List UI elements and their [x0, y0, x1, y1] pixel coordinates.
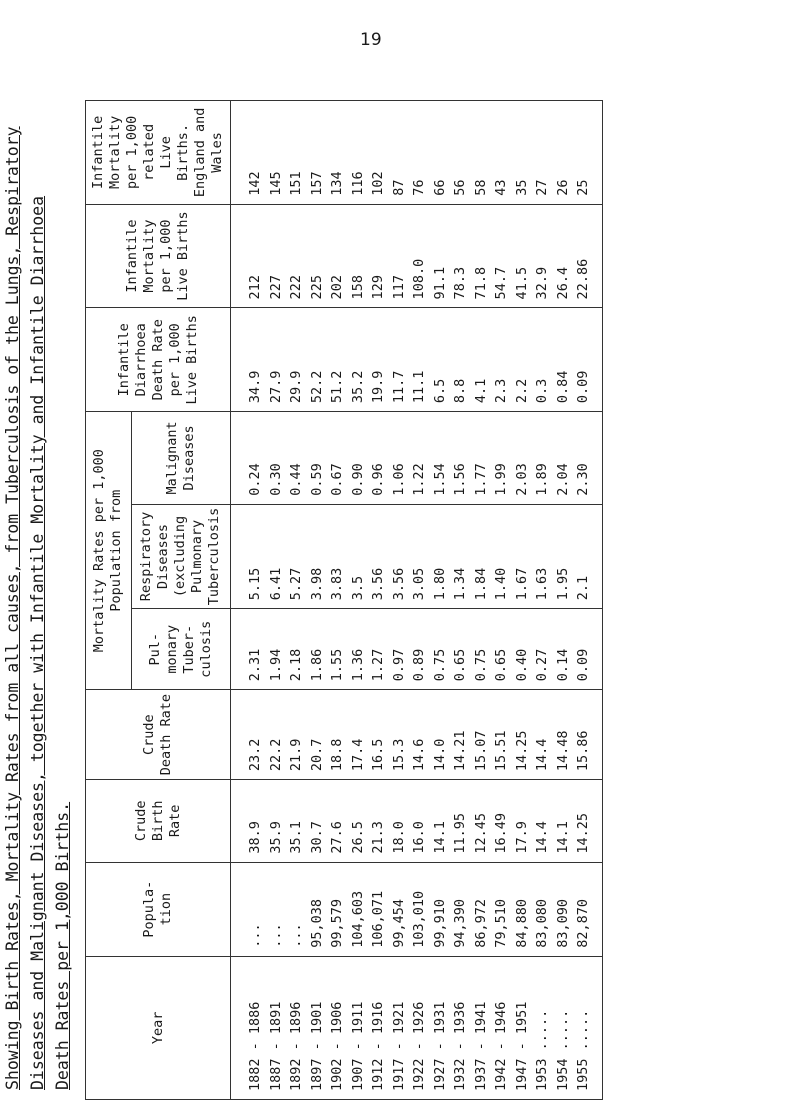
table-cell-infantile-mortality-ew: 157	[308, 171, 325, 196]
table-cell-infantile-diarrhoea: 0.84	[554, 370, 571, 404]
table-cell-birth-rate: 38.9	[247, 821, 263, 854]
table-cell-population: 83,090	[554, 898, 571, 948]
table-cell-infantile-mortality: 32.9	[534, 266, 550, 300]
table-cell-respiratory: 3.05	[411, 567, 427, 601]
table-cell-birth-rate: 27.6	[329, 821, 345, 854]
table-cell-infantile-diarrhoea: 19.9	[370, 370, 386, 404]
column-pulmonary-tb	[231, 609, 603, 690]
table-cell-population: 94,390	[452, 898, 468, 948]
table-cell-birth-rate: 12.45	[472, 812, 489, 854]
column-respiratory	[231, 504, 603, 609]
column-infantile-mortality	[231, 204, 603, 308]
table-cell-death-rate: 14.6	[411, 738, 427, 772]
table-cell-year: 1907 - 1911	[349, 1001, 366, 1091]
table-cell-infantile-mortality: 78.3	[452, 266, 468, 300]
table-cell-malignant: 1.54	[431, 463, 448, 496]
table-cell-pulmonary-tb: 1.27	[370, 648, 386, 682]
table-cell-infantile-mortality-ew: 134	[329, 171, 345, 196]
table-cell-population: 86,972	[472, 898, 489, 948]
table-cell-pulmonary-tb: 0.89	[411, 648, 427, 682]
table-cell-infantile-mortality-ew: 116	[349, 171, 366, 196]
table-cell-pulmonary-tb: 0.75	[472, 648, 489, 682]
table-cell-malignant: 1.89	[534, 463, 550, 496]
table-cell-pulmonary-tb: 2.18	[288, 648, 304, 682]
table-cell-malignant: 2.30	[575, 463, 591, 496]
table-cell-infantile-diarrhoea: 6.5	[431, 378, 448, 404]
table-cell-death-rate: 21.9	[288, 738, 304, 772]
header-population: Popula- tion	[86, 862, 231, 956]
table-cell-year: 1912 - 1916	[370, 1001, 386, 1091]
table-cell-infantile-mortality-ew: 76	[411, 179, 427, 196]
table-cell-respiratory: 5.27	[288, 567, 304, 601]
table-cell-respiratory: 3.83	[329, 567, 345, 601]
table-cell-respiratory: 3.5	[349, 575, 366, 601]
table-cell-death-rate: 15.86	[575, 730, 591, 772]
table-cell-year: 1932 - 1936	[452, 1001, 468, 1091]
table-cell-infantile-mortality: 129	[370, 275, 386, 300]
header-respiratory: Respiratory Diseases (excluding Pulmonary Tuberculosis	[131, 504, 231, 609]
table-cell-respiratory: 1.63	[534, 567, 550, 601]
table-cell-death-rate: 17.4	[349, 738, 366, 772]
mortality-table	[85, 100, 603, 1100]
table-cell-pulmonary-tb: 0.09	[575, 648, 591, 682]
table-cell-malignant: 0.30	[267, 463, 284, 496]
table-cell-birth-rate: 14.1	[431, 821, 448, 854]
column-death-rate	[231, 690, 603, 780]
table-cell-infantile-diarrhoea: 0.3	[534, 378, 550, 404]
table-cell-birth-rate: 35.1	[288, 821, 304, 854]
table-cell-malignant: 0.44	[288, 463, 304, 496]
table-cell-population: 84,880	[513, 898, 530, 948]
table-cell-birth-rate: 16.49	[493, 812, 509, 854]
heading-line-2: Diseases and Malignant Diseases, together with Infantile Mortality and Infantile Diarrhoea	[28, 195, 47, 1090]
table-cell-year: 1937 - 1941	[472, 1001, 489, 1091]
table-cell-infantile-mortality: 22.86	[575, 258, 591, 300]
table-cell-death-rate: 14.0	[431, 738, 448, 772]
table-cell-infantile-mortality: 108.0	[411, 258, 427, 300]
table-cell-infantile-mortality-ew: 151	[288, 171, 304, 196]
table-cell-infantile-mortality-ew: 27	[534, 179, 550, 196]
page-number: 19	[360, 30, 382, 50]
table-cell-infantile-diarrhoea: 34.9	[247, 370, 263, 404]
table-cell-infantile-mortality-ew: 66	[431, 179, 448, 196]
table-cell-malignant: 2.03	[513, 463, 530, 496]
table-cell-year: 1953 .....	[534, 1009, 550, 1091]
table-cell-death-rate: 18.8	[329, 738, 345, 772]
table-body-row	[231, 101, 603, 1100]
table-cell-respiratory: 1.95	[554, 567, 571, 601]
table-cell-infantile-mortality-ew: 26	[554, 179, 571, 196]
table-cell-infantile-diarrhoea: 2.3	[493, 378, 509, 404]
table-cell-infantile-mortality: 71.8	[472, 266, 489, 300]
table-cell-death-rate: 15.07	[472, 730, 489, 772]
table-cell-pulmonary-tb: 0.65	[493, 648, 509, 682]
table-cell-pulmonary-tb: 1.86	[308, 648, 325, 682]
table-cell-death-rate: 20.7	[308, 738, 325, 772]
table-cell-population: 103,010	[411, 890, 427, 948]
header-pulmonary-tb: Pul- monary Tuber- culosis	[131, 609, 231, 690]
table-cell-death-rate: 16.5	[370, 738, 386, 772]
table-cell-infantile-mortality: 222	[288, 275, 304, 300]
table-cell-pulmonary-tb: 0.97	[390, 648, 407, 682]
table-cell-death-rate: 14.25	[513, 730, 530, 772]
column-population	[231, 862, 603, 956]
table-cell-year: 1947 - 1951	[513, 1001, 530, 1091]
table-cell-infantile-diarrhoea: 8.8	[452, 378, 468, 404]
table-cell-infantile-diarrhoea: 52.2	[308, 370, 325, 404]
table-cell-birth-rate: 30.7	[308, 821, 325, 854]
table-cell-birth-rate: 26.5	[349, 821, 366, 854]
table-cell-respiratory: 3.56	[390, 567, 407, 601]
table-cell-infantile-mortality: 54.7	[493, 266, 509, 300]
table-cell-infantile-diarrhoea: 11.7	[390, 370, 407, 404]
table-cell-infantile-diarrhoea: 51.2	[329, 370, 345, 404]
table-cell-infantile-mortality-ew: 56	[452, 179, 468, 196]
table-cell-population: 99,454	[390, 898, 407, 948]
table-cell-malignant: 0.24	[247, 463, 263, 496]
table-cell-population: 95,038	[308, 898, 325, 948]
table-cell-infantile-mortality-ew: 35	[513, 179, 530, 196]
column-birth-rate	[231, 780, 603, 863]
table-cell-population: 83,080	[534, 898, 550, 948]
table-cell-birth-rate: 14.4	[534, 821, 550, 854]
table-cell-infantile-mortality: 212	[247, 275, 263, 300]
header-year: Year	[86, 956, 231, 1099]
table-cell-population: ...	[267, 923, 284, 948]
table-cell-infantile-mortality: 117	[390, 275, 407, 300]
table-cell-pulmonary-tb: 0.27	[534, 648, 550, 682]
table-cell-infantile-mortality-ew: 58	[472, 179, 489, 196]
column-infantile-mortality-ew	[231, 101, 603, 205]
table-cell-infantile-diarrhoea: 29.9	[288, 370, 304, 404]
header-death-rate: Crude Death Rate	[86, 690, 231, 780]
table-cell-respiratory: 1.40	[493, 567, 509, 601]
header-infantile-diarrhoea: Infantile Diarrhoea Death Rate per 1,000 Live Births	[86, 308, 231, 412]
table-cell-infantile-mortality: 26.4	[554, 266, 571, 300]
table-cell-malignant: 0.96	[370, 463, 386, 496]
table-cell-infantile-diarrhoea: 27.9	[267, 370, 284, 404]
heading-line-3: Death Rates per 1,000 Births.	[53, 801, 72, 1090]
table-cell-malignant: 0.90	[349, 463, 366, 496]
column-malignant	[231, 412, 603, 505]
table-cell-respiratory: 1.67	[513, 567, 530, 601]
table-cell-infantile-mortality-ew: 87	[390, 179, 407, 196]
table-cell-respiratory: 3.98	[308, 567, 325, 601]
table-cell-death-rate: 22.2	[267, 738, 284, 772]
table-cell-pulmonary-tb: 2.31	[247, 648, 263, 682]
table-cell-infantile-mortality: 91.1	[431, 266, 448, 300]
table-cell-pulmonary-tb: 0.75	[431, 648, 448, 682]
table-cell-death-rate: 15.3	[390, 738, 407, 772]
table-cell-infantile-mortality: 225	[308, 275, 325, 300]
table-cell-year: 1892 - 1896	[288, 1001, 304, 1091]
table-cell-death-rate: 14.21	[452, 730, 468, 772]
table-cell-birth-rate: 18.0	[390, 821, 407, 854]
table-cell-pulmonary-tb: 0.14	[554, 648, 571, 682]
table-cell-infantile-mortality: 41.5	[513, 266, 530, 300]
header-infantile-mortality-ew: Infantile Mortality per 1,000 related Live Births. England and Wales	[86, 101, 231, 205]
table-cell-year: 1955 .....	[575, 1009, 591, 1091]
table-heading	[0, 100, 75, 1100]
table-cell-birth-rate: 14.25	[575, 812, 591, 854]
table-cell-respiratory: 1.34	[452, 567, 468, 601]
table-cell-infantile-diarrhoea: 11.1	[411, 370, 427, 404]
table-cell-pulmonary-tb: 0.40	[513, 648, 530, 682]
table-cell-population: 82,870	[575, 898, 591, 948]
header-malignant: Malignant Diseases	[131, 412, 231, 505]
table-cell-death-rate: 14.4	[534, 738, 550, 772]
table-cell-birth-rate: 21.3	[370, 821, 386, 854]
table-cell-pulmonary-tb: 1.94	[267, 648, 284, 682]
table-cell-year: 1882 - 1886	[247, 1001, 263, 1091]
table-cell-population: 106,071	[370, 890, 386, 948]
table-cell-malignant: 1.56	[452, 463, 468, 496]
table-cell-year: 1927 - 1931	[431, 1001, 448, 1091]
table-cell-infantile-mortality-ew: 102	[370, 171, 386, 196]
table-cell-year: 1902 - 1906	[329, 1001, 345, 1091]
table-cell-malignant: 1.22	[411, 463, 427, 496]
table-cell-birth-rate: 16.0	[411, 821, 427, 854]
table-cell-population: ...	[247, 923, 263, 948]
table-cell-year: 1922 - 1926	[411, 1001, 427, 1091]
table-cell-population: 99,910	[431, 898, 448, 948]
table-cell-malignant: 1.06	[390, 463, 407, 496]
table-cell-year: 1897 - 1901	[308, 1001, 325, 1091]
heading-line-1: Showing Birth Rates, Mortality Rates from all causes, from Tuberculosis of the Lungs, Respiratory	[3, 126, 22, 1090]
rotated-page-content	[0, 100, 740, 1100]
table-cell-population: ...	[288, 923, 304, 948]
table-cell-infantile-mortality: 158	[349, 275, 366, 300]
table-cell-respiratory: 2.1	[575, 575, 591, 601]
table-cell-respiratory: 1.80	[431, 567, 448, 601]
table-cell-respiratory: 6.41	[267, 567, 284, 601]
table-cell-infantile-mortality-ew: 145	[267, 171, 284, 196]
table-cell-year: 1917 - 1921	[390, 1001, 407, 1091]
table-cell-population: 99,579	[329, 898, 345, 948]
table-cell-malignant: 1.77	[472, 463, 489, 496]
table-cell-year: 1942 - 1946	[493, 1001, 509, 1091]
table-cell-malignant: 1.99	[493, 463, 509, 496]
header-mortality-group: Mortality Rates per 1,000 Population from	[86, 412, 132, 690]
table-cell-infantile-diarrhoea: 2.2	[513, 378, 530, 404]
table-cell-birth-rate: 35.9	[267, 821, 284, 854]
table-cell-malignant: 0.59	[308, 463, 325, 496]
table-cell-respiratory: 3.56	[370, 567, 386, 601]
table-cell-population: 79,510	[493, 898, 509, 948]
table-cell-pulmonary-tb: 0.65	[452, 648, 468, 682]
table-cell-year: 1954 .....	[554, 1009, 571, 1091]
table-cell-pulmonary-tb: 1.36	[349, 648, 366, 682]
table-cell-infantile-diarrhoea: 0.09	[575, 370, 591, 404]
table-cell-infantile-diarrhoea: 35.2	[349, 370, 366, 404]
table-cell-birth-rate: 14.1	[554, 821, 571, 854]
table-cell-infantile-diarrhoea: 4.1	[472, 378, 489, 404]
table-cell-population: 104,603	[349, 890, 366, 948]
table-cell-infantile-mortality: 227	[267, 275, 284, 300]
table-cell-respiratory: 1.84	[472, 567, 489, 601]
table-cell-infantile-mortality: 202	[329, 275, 345, 300]
table-cell-malignant: 0.67	[329, 463, 345, 496]
header-birth-rate: Crude Birth Rate	[86, 780, 231, 863]
table-cell-malignant: 2.04	[554, 463, 571, 496]
header-infantile-mortality: Infantile Mortality per 1,000 Live Births	[86, 204, 231, 308]
table-cell-respiratory: 5.15	[247, 567, 263, 601]
table-cell-death-rate: 23.2	[247, 738, 263, 772]
table-cell-year: 1887 - 1891	[267, 1001, 284, 1091]
table-cell-birth-rate: 17.9	[513, 821, 530, 854]
table-cell-death-rate: 15.51	[493, 730, 509, 772]
table-cell-infantile-mortality-ew: 25	[575, 179, 591, 196]
table-cell-pulmonary-tb: 1.55	[329, 648, 345, 682]
column-year	[231, 956, 603, 1099]
table-cell-birth-rate: 11.95	[452, 812, 468, 854]
table-cell-death-rate: 14.48	[554, 730, 571, 772]
column-infantile-diarrhoea	[231, 308, 603, 412]
table-cell-infantile-mortality-ew: 43	[493, 179, 509, 196]
table-cell-infantile-mortality-ew: 142	[247, 171, 263, 196]
